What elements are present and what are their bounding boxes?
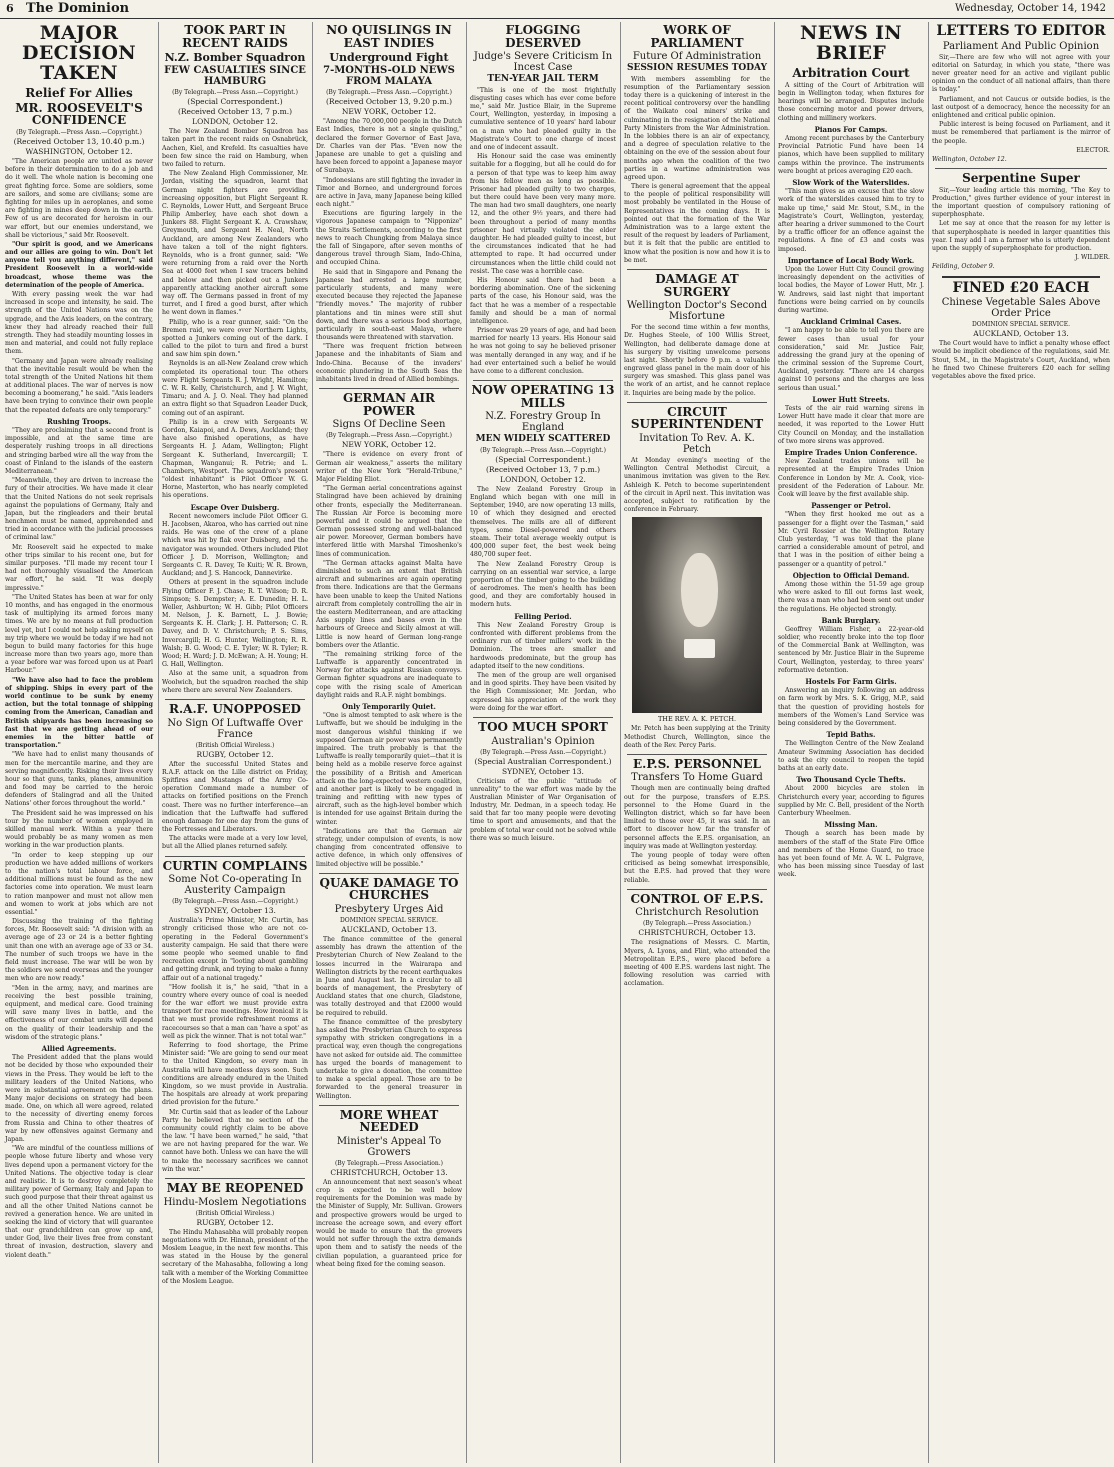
- paragraph: "We are mindful of the countless millions of people whose future liberty and whose very lives depend upon a permanent victory for the United Nations. The objective today is clear and realistic. It is to destroy completely the military power of Germany, Italy and Japan to such good purpose that their threat against us and all the other United Nations cannot be revived a generation hence. We are united in seeking the kind of victory that will guarantee that our grandchildren can grow up and, under God, live their lives free from constant threat of invasion, destruction, slavery and violent death.": [5, 1145, 153, 1259]
- paragraph: His Honour said the case was eminently suitable for a flogging, but all he could do for a person of that type was to keep him away from his fellow men as long as possible. Prisoner had pleaded guilty to two charges, but there could have been very many more. The man had two small daughters, one nearly 12, and the other 9½ years, and there had been throughout a period of many months prisoner had virtually violated the elder daughter. He had pleaded guilty to incest, but the circumstances indicated that he had attempted to rape. It had occurred under circumstances when the little child could not resist. The case was a horrible case.: [470, 153, 616, 275]
- paragraph: The finance committee of the presbytery has asked the Presbyterian Church to express sympathy with stricken congregations in a practical way, even though the congregations have not asked for outside aid. The committee has urged the boards of management to undertake to give a donation, the committee to make a special appeal. Those are to be forwarded to the general treasurer in Wellington.: [316, 1018, 462, 1100]
- paragraph: "I am happy to be able to tell you there are fewer cases than usual for your consideration," said Mr. Justice Fair, addressing the grand jury at the opening of the criminal session of the Supreme Court, Auckland, yesterday. "There are 14 charges against 10 persons and the charges are less serious than usual.": [778, 327, 924, 392]
- headline-flogging-deserved: FLOGGING DESERVED: [505, 23, 581, 50]
- section-head: Rushing Troops.: [46, 416, 111, 426]
- byline: (By Telegraph.—Press Assn.—Copyright.): [326, 432, 452, 440]
- subheadline: Transfers To Home Guard: [631, 772, 763, 784]
- paragraph: The Hindu Mahasabha will probably reopen negotiations with Dr. Hinnah, president of the Moslem League, in the next few months. This was stated in the House by the general secretary of the Mahasabha, following a long talk with a member of the Working Committee of the Moslem League.: [162, 1228, 308, 1285]
- dateline: CHRISTCHURCH, October 13.: [330, 1167, 448, 1177]
- article-body: [5, 158, 153, 1260]
- paragraph: "How foolish it is," he said, "that in a country where every ounce of coal is needed for the war effort we must provide extra transport for race meetings. How ironical it is that we must provide refreshment rooms at racecourses so that a man can 'have a spot' as well as pick the winner. That is not total war.": [162, 983, 308, 1040]
- article-body: [470, 778, 616, 844]
- paragraph: "The remaining striking force of the Luftwaffe is apparently concentrated in Norway for attacks against Russian convoys. German fighter squadrons are inadequate to cope with the rising scale of American daylight raids and R.A.F. night bombings.: [316, 650, 462, 699]
- paragraph: Discussing the training of the fighting forces, Mr. Roosevelt said: "A division with an average age of 23 or 24 is a better fighting unit than one with an average age of 33 or 34. The number of such troops we have in the field must increase. The war will be won by the soldiers we send overseas and the younger men who are now ready.": [5, 918, 153, 983]
- paragraph: Among those within the 51-59 age group who were asked to fill out forms last week, there was a man who had been sent out under the regulations. He objected strongly.: [778, 580, 924, 613]
- paragraph: He said that in Singapore and Penang the Japanese had arrested a large number, particularly students, and many were executed because they rejected the Japanese "friendly moves." The majority of rubber plantations and tin mines were still shut down, and there was a serious food shortage, particularly in south-east Malaya, where thousands were threatened with starvation.: [316, 268, 462, 342]
- headline-no-quislings: NO QUISLINGS IN EAST INDIES: [326, 23, 452, 50]
- byline: (By Telegraph.—Press Assn.—Copyright.): [172, 898, 298, 906]
- headline-too-much-sport: TOO MUCH SPORT: [478, 719, 608, 734]
- headline-recent-raids: TOOK PART IN RECENT RAIDS: [182, 23, 288, 50]
- dateline: NEW YORK, October 12.: [341, 107, 437, 117]
- paragraph: Criticism of the public "attitude of unreality" to the war effort was made by the Australian Minister of War Organisation of Industry, Mr. Dedman, in a speech today. He said that far too many people were devoting time to sport and amusements, and that the problem of total war could not be solved while there was so much leisure.: [470, 777, 617, 842]
- paragraph: Others at present in the squadron include Flying Officer F. J. Chase; R. T. Wilson; D. R. Simpson; S. Dempster; A. E. Dunedin; H. L. Weller, Ashburton; W. H. Gibb; Pilot Officers M. Nelson, J. K. Barnett, L. J. Bowie; Sergeants K. H. Clark; J. H. Patterson; C. R. Davey, and D. V. Christchurch; P. S. Sims, Invercargill; H. G. Hunter, Wellington; R. R. Walsh; B. G. Wood; C. E. Tyler; W. R. Tyler; R. Wood; H. Ward; J. D. McEwan; A. H. Young; H. G. Hall, Wellington.: [162, 579, 308, 669]
- section-head: Auckland Criminal Cases.: [800, 317, 902, 327]
- subheadline: Invitation To Rev. A. K. Petch: [639, 433, 755, 455]
- paragraph: "We have also had to face the problem of shipping. Ships in every part of the world continue to be sunk by enemy action, but the total tonnage of shipping coming from the American, Canadian and British shipyards has been increasing so fast that we are getting ahead of our enemies in the bitter battle of transportation.": [5, 676, 153, 750]
- paragraph: Answering an inquiry following an address on farm work by Mrs. S. K. Grigg, M.P., said that the question of providing hostels for members of the Women's Land Service was being considered by the Government.: [778, 687, 924, 728]
- subheadline: Future Of Administration: [632, 51, 762, 63]
- photo-face: [681, 553, 717, 627]
- divider: [627, 889, 767, 890]
- paragraph: Reynolds is an all-New Zealand crew which completed its operational tour. The others were Flight Sergeants R. J. Wright, Hamilton; C. W. R. Kelly, Christchurch, and J. W. Wight, Timaru; and A. J. O. Neal. They had planned an extra flight so that Squadron Leader Duck, coming out of an aspirant.: [162, 360, 308, 417]
- paragraph: The resignations of Messrs. C. Martin, Myers, A. Lyons, and Flint, who attended the Metropolitan E.P.S., were placed before a meeting of 400 E.P.S. wardens last night. The following resolution was carried with acclamation.: [624, 939, 770, 988]
- headline-may-be-reopened: MAY BE REOPENED: [166, 1181, 304, 1196]
- article-body: [162, 1229, 308, 1286]
- paragraph: The President added that the plans would not be decided by those who expounded their views in the Press. They would be left to the military leaders of the United Nations, who were in substantial agreement on the plans. Many major decisions on strategy had been made. One, on which all were agreed, related to the necessity of diverting enemy forces from Russia and China to other theatres of war by new offensives against Germany and Japan.: [5, 1054, 153, 1144]
- letter-signature: ELECTOR.: [1076, 146, 1110, 154]
- subheadline: Arbitration Court: [792, 65, 910, 80]
- section-head: Importance of Local Body Work.: [787, 255, 915, 265]
- subheadline: Minister's Appeal To Growers: [336, 1135, 442, 1158]
- paragraph: After the successful United States and R.A.F. attack on the Lille district on Friday, Spitfires and Mustangs of the Army Co-operation Command made a number of attacks on fortified positions on the French coast. There was no further interference—an indication that the Luftwaffe had suffered enough damage for one day from the guns of the Fortresses and Liberators.: [162, 760, 308, 834]
- headline-raf-unopposed: R.A.F. UNOPPOSED: [169, 701, 301, 716]
- byline: (By Telegraph.—Press Assn.—Copyright.): [172, 89, 298, 97]
- section-head: Escape Over Duisberg.: [190, 502, 280, 512]
- newspaper-name: The Dominion: [26, 1, 130, 16]
- article-body: [316, 936, 462, 1101]
- paragraph: About 2000 bicycles are stolen in Christchurch every year, according to figures supplied by Mr. C. Bell, president of the North Canterbury Wheelmen.: [778, 785, 924, 817]
- paragraph: Philip is in a crew with Sergeants W. Gordon, Kaiapoi, and A. Dews, Auckland; they have also finished operations, as have Sergeants H. J. Adam, Wellington; Flight Sergeant K. Sutherland, Invercargill; T. Chapman, Wanganui; R. Petrie; and L. Chambers, Westport. The squadron's present "oldest inhabitant" is Pilot Officer W. G. Horne, Masterton, who has nearly completed his operations.: [162, 418, 308, 500]
- divider: [473, 380, 613, 381]
- paragraph: "Indonesians are still fighting the invader in Timor and Borneo, and underground forces are active in Java, many Japanese being killed each night.": [316, 176, 462, 209]
- received-time: (Received October 13, 9.20 p.m.): [326, 97, 452, 107]
- section-head: Slow Work of the Waterslides.: [792, 177, 910, 187]
- paragraph: "This man gives as an excuse that the slow work of the waterslides caused him to try to make up time," said Mr. Stout, S.M., in the Magistrate's Court, Wellington, yesterday, after hearing a driver summoned to the Court by a traffic officer for an offence against the regulations. A fine of £3 and costs was imposed.: [778, 188, 924, 253]
- article-body: [932, 340, 1110, 381]
- dateline: NEW YORK, October 12.: [341, 440, 437, 450]
- article-body: [624, 76, 770, 265]
- subheadline-malaya: 7-MONTHS-OLD NEWS FROM MALAYA: [323, 65, 455, 87]
- divider: [319, 873, 459, 874]
- paragraph: Recent newcomers include Pilot Officer G. H. Jacobsen, Akaroa, who has carried out nine raids. He was one of the crew of a plane which was hit by flak over Duisberg, and the navigator was wounded. Others included Pilot Officer J. D. Morrison, Wellington; and Sergeants C. R. Davey, Te Kuiti; W. R. Brown, Auckland; and J. S. Hancock, Dannevirke.: [162, 512, 308, 578]
- subheadline: N.Z. Bomber Squadron: [164, 51, 306, 65]
- paragraph: Referring to food shortage, the Prime Minister said: "We are going to send our meat to the United Kingdom, so every man in Australia will have meatless days soon. Such conditions are already endured in the United Kingdom, so we must provide in Australia. The hospitals are already at work preparing dried provision for the future.": [162, 1042, 308, 1107]
- divider: [319, 1105, 459, 1106]
- section-head: Allied Agreements.: [41, 1043, 117, 1053]
- paragraph: The Court would have to inflict a penalty whose effect would be implicit obedience of the regulations, said Mr. Stout, S.M., in the Magistrate's Court, Auckland, when he fined two Chinese fruiterers £20 each for selling vegetables above the fixed price.: [932, 340, 1110, 381]
- paragraph: Mr. Curtin said that as leader of the Labour Party he believed that no section of the community could rightly claim to be above the law. "I have been warned," he said, "that we are not having prepared for the war. We cannot have both. Unless we can have the will to make the necessary sacrifices we cannot win the war.": [162, 1108, 308, 1173]
- paragraph: "Our spirit is good, and we Americans and our allies are going to win. Don't let anyone tell you anything different," said President Roosevelt in a world-wide broadcast, whose theme was the determination of the people of America.: [5, 240, 153, 289]
- portrait-photo: [632, 517, 762, 713]
- paragraph: With members assembling for the resumption of the Parliamentary session today there is a quickening of interest in the recent political controversy over the handling of the Waikato coal miners' strike and culminating in the resignation of the National Party Ministers from the War Administration. In the lobbies there is an air of expectancy, and a degree of speculation relative to the obtaining on the eve of the session about four months ago when the coalition of the two parties in a wartime administration was agreed upon.: [624, 75, 770, 181]
- paragraph: Though a search has been made by members of the staff of the State Fire Office and members of the Home Guard, no trace has yet been found of Mr. A. W. L. Palgrave, who has been missing since Tuesday of last week.: [778, 830, 924, 879]
- headline-major-decision: MAJOR DECISION TAKEN: [22, 22, 136, 84]
- headline-serpentine-super: Serpentine Super: [962, 171, 1080, 186]
- article-body: [624, 324, 770, 398]
- paragraph: "Among the 70,000,000 people in the Dutch East Indies, there is not a single quisling," declared the former Governor of East Java, Dr. Charles van der Plas. "Even now the Japanese are unable to get a quisling and have been forced to appoint a Japanese mayor of Surabaya.: [316, 118, 462, 175]
- paragraph: "We have had to enlist many thousands of men for the mercantile marine, and they are serving magnificently. Risking their lives every hour so that guns, tanks, planes, ammunition and food may be carried to the heroic defenders of Stalingrad and all the United Nations' other forces throughout the world.": [5, 751, 153, 808]
- subheadline: Judge's Severe Criticism In Incest Case: [473, 51, 613, 74]
- paragraph: Prisoner was 29 years of age, and had been married for nearly 13 years. His Honour said he was not going to say he believed prisoner was mentally deranged in any way, and if he had ever entertained such a belief he would have come to a different conclusion.: [470, 327, 616, 375]
- column-6: [620, 22, 773, 1463]
- subheadline-relief: Relief For Allies: [25, 85, 133, 100]
- article-body: [162, 917, 308, 1174]
- column-4: [312, 22, 465, 1463]
- article-body: [316, 118, 462, 384]
- paragraph: The Wellington Centre of the New Zealand Amateur Swimming Association has decided to ask the city council to reopen the tepid baths at an early date.: [778, 740, 924, 773]
- article-body: [624, 457, 770, 514]
- section-head: Missing Man.: [824, 820, 878, 830]
- column-1: [2, 22, 156, 1463]
- subheadline: Signs Of Decline Seen: [332, 419, 446, 431]
- article-body: [316, 451, 462, 868]
- subheadline: Wellington Doctor's Second Misfortune: [626, 300, 768, 323]
- dateline: WASHINGTON, October 12.: [25, 147, 133, 156]
- paragraph: Mr. Petch has been supplying at the Trinity Methodist Church, Wellington, since the death of the Rev. Percy Paris.: [624, 725, 770, 749]
- paragraph: At Monday evening's meeting of the Wellington Central Methodist Circuit, a unanimous invitation was given to the Rev. Ashleigh K. Petch to become superintendent of the circuit in April next. This invitation was accepted, subject to ratification by the conference in February.: [624, 457, 770, 514]
- photo-caption: THE REV. A. K. PETCH.: [657, 715, 737, 724]
- paragraph: Geoffrey William Fisher, a 22-year-old soldier, who recently broke into the top floor of the Commercial Bank at Wellington, was sentenced by Mr. Justice Blair in the Supreme Court, Wellington, yesterday, to three years' reformative detention.: [778, 625, 924, 674]
- received-time: (Received October 13, 10.40 p.m.): [13, 137, 145, 146]
- paragraph: The New Zealand Bomber Squadron has taken part in the recent raids on Osnabrück, Aachen, Kiel, and Krefeld. Its casualties have been few since the raid on Hamburg, when two failed to return.: [162, 128, 308, 168]
- dateline: SYDNEY, October 13.: [502, 766, 584, 776]
- paragraph: "Indications are that the German air strategy, under compulsion of events, is now changing from concentrated offensive to active defence, in which only offensives of limited objective will be possible.": [316, 827, 462, 868]
- dateline: RUGBY, October 12.: [196, 1217, 274, 1227]
- headline-fined-20: FINED £20 EACH: [952, 279, 1090, 296]
- section-head: Pianos For Camps.: [814, 124, 888, 134]
- article-body: [624, 785, 770, 884]
- paragraph: The finance committee of the general assembly has drawn the attention of the Presbyterian Church of New Zealand to the losses incurred in the Wairarapa and Wellington districts by the recent earthquakes in June and August last. In a circular to all boards of management, the Presbytery of Auckland states that one church, Gladstone, was totally destroyed and that £2000 would be required to rebuild.: [316, 935, 462, 1017]
- dateline: AUCKLAND, October 13.: [973, 329, 1069, 339]
- page-number: 6: [6, 2, 14, 15]
- paragraph: "The American people are united as never before in their determination to do a job and do it well. The whole nation is becoming one great fighting force. Some are soldiers, some are sailors, and some are civilians; some are fighting for miles up in aeroplanes, and some are fighting in mines deep down in the earth. Few of us are decorated for heroism in our war effort, but our enemies understand, we shall be victorious," said Mr. Roosevelt.: [5, 158, 153, 239]
- headline-more-wheat: MORE WHEAT NEEDED: [339, 1107, 439, 1135]
- byline: (By Telegraph.—Press Assn.—Copyright.): [480, 748, 606, 756]
- paragraph: "The German attacks against Malta have diminished to such an extent that British aircraft and submarines are again operating from there. Indications are that the Germans have been unable to keep the United Nations aircraft from completely controlling the air in the eastern Mediterranean, and are attacking Axis supply lines and bases even in the harbours of Greece and Sicily almost at will. Little is now heard of German long-range bombers over the Atlantic.: [316, 559, 462, 649]
- paragraph: "In order to keep stepping up our production we have added millions of workers to the nation's total labour force, and additional millions must be found as the new factories come into operation. We must learn to ration manpower and must not allow men and women to work at jobs which are not essential.": [5, 851, 153, 916]
- article-body: [470, 486, 616, 713]
- paragraph: "There was frequent friction between Japanese and the inhabitants of Siam and Indo-China. Because of the invaders' economic plundering in the South Seas the inhabitants lived in dread of Allied bombings.: [316, 343, 462, 383]
- paragraph: For the second time within a few months, Dr. Hughes Steele, of 100 Willis Street, Wellington, had deliberate damage done at his surgery by visiting unwelcome persons last night. Shortly before 9 p.m. a valuable engraved glass panel in the main door of his surgery was smashed. This glass panel was the work of an artist, and he cannot replace it. Inquiries are being made by the police.: [624, 324, 770, 397]
- paragraph: "There is evidence on every front of German air weakness," asserts the military writer of the New York "Herald-Tribune," Major Fielding Eliot.: [316, 451, 462, 483]
- byline: (By Telegraph.—Press Association.): [334, 1159, 444, 1167]
- paragraph: Let me say at once that the reason for my letter is that superphosphate is needed in larger quantities this year. I may add I am a farmer who is utterly dependent upon the supply of superphosphate for production.: [932, 220, 1110, 253]
- subheadline: Chinese Vegetable Sales Above Order Price: [941, 297, 1101, 320]
- paragraph: The President said he was impressed on his tour by the number of women employed in skilled manual work. Within a year there would probably be as many women as men working in the war production plants.: [5, 809, 153, 850]
- headline-control-eps: CONTROL OF E.P.S.: [630, 891, 764, 906]
- subheadline-jail-term: TEN-YEAR JAIL TERM: [487, 74, 599, 85]
- dateline: AUCKLAND, October 13.: [341, 924, 437, 934]
- headline-circuit-superintendent: CIRCUIT SUPERINTENDENT: [630, 404, 764, 432]
- divider: [165, 699, 305, 700]
- section-head: Passenger or Petrol.: [811, 501, 891, 511]
- subheadline: Hindu-Moslem Negotiations: [163, 1196, 307, 1208]
- subheadline: Underground Fight: [329, 51, 449, 65]
- dateline: LONDON, October 12.: [192, 117, 278, 127]
- paragraph: The New Zealand High Commissioner, Mr. Jordan, visiting the squadron, learnt that German night fighters are providing increasing opposition, but Flight Sergeant R. C. Reynolds, Lower Hutt, and Sergeant Bruce Philip Amberley, have each shot down a Junkers 88. Flight Sergeant K. A. Crawshaw, Greymouth, and Sergeant H. Neal, North Auckland, are among New Zealanders who have taken a toll of the night fighters. Reynolds, who is a front gunner, said: "We were returning from a raid over the North Sea at 4000 feet when I saw tracers behind and below and then picked out a Junkers apparently attacking another aircraft some way off. The Germans passed in front of my turret, and I fired a good burst, after which he went down in flames.": [162, 170, 308, 317]
- article-body: [624, 939, 770, 988]
- divider: [165, 856, 305, 857]
- paragraph: Executions are figuring largely in the vigorous Japanese campaign to "Nipponize" the Straits Settlements, according to the first news to reach Chungking from Malaya since the fall of Singapore, after seven months of dangerous travel through Siam, Indo-China, and occupied China.: [316, 210, 462, 267]
- letter-signature: J. WILDER.: [1075, 254, 1110, 262]
- subheadline-casualties: FEW CASUALTIES SINCE HAMBURG: [164, 65, 306, 87]
- subheadline: Some Not Co-operating In Austerity Campaign: [168, 874, 302, 897]
- divider: [473, 717, 613, 718]
- headline-eps-personnel: E.P.S. PERSONNEL: [633, 756, 761, 771]
- section-head: Two Thousand Cycle Thefts.: [796, 775, 906, 785]
- subheadline: Presbytery Urges Aid: [334, 903, 444, 915]
- paragraph: "Men in the army, navy, and marines are receiving the best possible training, equipment, and medical care. Good training will save many lives in battle, and the effectiveness of our combat units will depend on the quality of their leadership and the wisdom of the strategic plans.": [5, 984, 153, 1041]
- section-head: Bank Burglary.: [821, 615, 881, 625]
- paragraph: "When they first hooked me out as a passenger for a flight over the Tasman," said Mr. Cyril Rossier at the Wellington Rotary Club yesterday, "I was told that the plane carried a considerable amount of petrol, and that I was in the position of either being a passenger or a quantity of petrol.": [778, 511, 924, 568]
- article-body: [624, 725, 770, 750]
- paragraph: "The United States has been at war for only 10 months, and has engaged in the enormous task of multiplying its armed forces many times. We are by no means at full production level yet, but I could not help asking myself on my trip where we would be today if we had not begun to build many factories for this huge increase more than two years ago, more than a year before war was forced upon us at Pearl Harbour.": [5, 593, 153, 675]
- subheadline: Christchurch Resolution: [635, 907, 759, 919]
- article-body: [162, 761, 308, 852]
- paragraph: There is general agreement that the appeal to the people of political responsibility will most probably be ventilated in the House of Representatives in the coming days. It is pointed out that the formation of the War Administration was to a large extent the result of the request by leaders of Parliament, but it is felt that the public are entitled to know what the position is now and how it is to be met.: [624, 183, 770, 264]
- paragraph: "Germany and Japan were already realising that the inevitable result would be when the total strength of the United Nations hit them at additional places. The war of nerves is now becoming a boomerang," he said. "Axis leaders have been trying to convince their own people that the repeated defeats are only temporary.": [5, 357, 153, 414]
- byline: (By Telegraph.—Press Association.): [642, 920, 752, 928]
- dateline: SYDNEY, October 13.: [194, 906, 276, 916]
- headline-quake-damage: QUAKE DAMAGE TO CHURCHES: [319, 875, 459, 903]
- paragraph: Sir,—There are few who will not agree with your editorial on Saturday, in which you state, "there was never greater need for an active and vigilant public opinion on the conduct of all national affairs, than there is today.": [932, 53, 1110, 94]
- received-time: (Received October 13, 7 p.m.): [177, 107, 293, 117]
- dateline: RUGBY, October 12.: [196, 749, 274, 759]
- byline: (By Telegraph.—Press Assn.—Copyright.): [480, 446, 606, 454]
- headline-damage-surgery: DAMAGE AT SURGERY: [655, 271, 739, 299]
- subheadline: Australian's Opinion: [491, 735, 595, 747]
- article-body: [932, 54, 1110, 164]
- subheadline: N.Z. Forestry Group In England: [485, 411, 601, 434]
- section-head: Objection to Official Demand.: [792, 570, 910, 580]
- letters-column: [928, 22, 1113, 1463]
- paragraph: His Honour said there had been a bordering abomination. One of the sickening parts of the case, his Honour said, was the fact that he was a member of a respectable family and should be a man of normal intelligence.: [470, 276, 616, 325]
- paragraph: Also at the same unit, a squadron from Woolwich, but the squadron reached the ship where there are several New Zealanders.: [162, 670, 308, 694]
- divider: [627, 269, 767, 270]
- received-time: (Received October 13, 7 p.m.): [485, 464, 601, 474]
- divider: [627, 402, 767, 403]
- received-time: (Special Correspondent.): [495, 454, 591, 464]
- column-5: [466, 22, 619, 1463]
- paragraph: Tests of the air raid warning sirens in Lower Hutt have made it clear that more are needed, it was reported to the Lower Hutt City Council on Monday, and the installation of two more sirens was approved.: [778, 405, 924, 445]
- subheadline-scattered: MEN WIDELY SCATTERED: [475, 434, 611, 445]
- letter-place: Wellington, October 12.: [932, 155, 1007, 163]
- paragraph: New Zealand trades unions will be represented at the Empire Trades Union Conference in London by Mr. A. Cook, vice-president of the Federation of Labour. Mr. Cook will leave by the first available ship.: [778, 458, 924, 498]
- divider: [165, 1178, 305, 1179]
- paragraph: This New Zealand Forestry Group is confronted with different problems from the ordinary run of timber millers' work in the Dominion. The trees are smaller and hardwoods predominate, but the group has adapted itself to the new conditions.: [470, 621, 616, 670]
- paragraph: "This is one of the most frightfully disgusting cases which has ever come before me," said Mr. Justice Blair, in the Supreme Court, Wellington, yesterday, in imposing a cumulative sentence of 10 years' hard labour on a man who had pleaded guilty in the Magistrate's Court to one charge of incest and one of indecent assault.: [470, 86, 616, 151]
- section-head: Only Temporarily Quiet.: [342, 702, 436, 711]
- paragraph: Though men are continually being drafted out for the purpose, transfers of E.P.S. personnel to the Home Guard in the Wellington district, which so far have been limited to those over 45, it was said. In an effort to discover how far the transfer of personnel affects the E.P.S. organisation, an inquiry was made at Wellington yesterday.: [624, 785, 770, 850]
- divider: [942, 276, 1100, 278]
- article-body: [162, 128, 308, 695]
- paragraph: The young people of today were often criticised as being somewhat irresponsible, but the E.P.S. had proved that they were reliable.: [624, 851, 770, 884]
- section-head: Tepid Baths.: [826, 730, 876, 740]
- paragraph: Philip, who is a rear gunner, said: "On the Bremen raid, we were over Northern Lights, spotted a Junkers coming out of the dark. I called to the pilot to turn and fired a burst and saw him spin down.": [162, 318, 308, 359]
- section-head: Lower Hutt Streets.: [812, 394, 890, 404]
- article-body: [470, 87, 616, 377]
- paragraph: Among recent purchases by the Canterbury Provincial Patriotic Fund have been 14 pianos, which have been supplied to military camps within the province. The instruments were bought at prices averaging £20 each.: [778, 135, 924, 175]
- paragraph: "Meanwhile, they are driven to increase the fury of their atrocities. We have made it clear that the United Nations do not seek reprisals against the populations of Germany, Italy and Japan, but the ringleaders and their brutal henchmen must be named, apprehended and tried in accordance with the judicial processes of criminal law.": [5, 477, 153, 542]
- paragraph: With every passing week the war had increased in scope and intensity, he said. The strength of the United Nations was on the upgrade, and the Axis leaders, on the contrary, knew they had already reached their full strength. They had steadily mounting losses in men and material, and could not fully replace them.: [5, 291, 153, 356]
- paragraph: A sitting of the Court of Arbitration will begin in Wellington today, when fixtures for hearings will be arranged. Disputes include those concerning motor and power drivers, clothing and millinery workers.: [778, 81, 924, 122]
- dateline: LONDON, October 12.: [500, 474, 586, 484]
- photo-collar: [684, 639, 715, 659]
- byline: DOMINION SPECIAL SERVICE.: [339, 916, 439, 924]
- article-body: [932, 187, 1110, 272]
- paragraph: "One is almost tempted to ask where is the Luftwaffe, but we should be indulging in the most dangerous wishful thinking if we supposed German air power was permanently impaired. The truth probably is that the Luftwaffe is really temporarily quiet—that it is being held as a mobile reserve force against the possibility of a British and American attack on the long-expected western coalition, and another part is likely to be engaged in training and refitting with new types of aircraft, such as the high-level bomber which is intended for use against Britain during the winter.: [316, 712, 462, 826]
- headline-work-parliament: WORK OF PARLIAMENT: [650, 23, 744, 50]
- paragraph: Mr. Roosevelt said he expected to make other trips similar to his recent one, but for similar purposes. "I'll made my recent tour I had not thoroughly visualised the American war effort," he said. "It was deeply impressive.": [5, 543, 153, 592]
- byline: (By Telegraph.—Press Assn.—Copyright.): [326, 89, 452, 97]
- headline-curtin-complains: CURTIN COMPLAINS: [162, 858, 308, 873]
- byline: (By Telegraph.—Press Assn.—Copyright.): [16, 129, 142, 136]
- byline: DOMINION SPECIAL SERVICE.: [971, 321, 1071, 329]
- paragraph: "The German aerial concentrations against Stalingrad have been achieved by draining other fronts, especially the Mediterranean. The Russian Air Force is becoming more powerful and it could be argued that the German possessed strong and well-balanced air power. Moreover, German bombers have interfered little with Marshal Timoshenko's lines of communication.: [316, 485, 462, 558]
- divider: [627, 754, 767, 755]
- subheadline: No Sign Of Luftwaffe Over France: [167, 717, 303, 740]
- byline: (British Official Wireless.): [195, 1209, 275, 1217]
- letter-place: Feilding, October 9.: [932, 263, 995, 271]
- article-body: [778, 82, 924, 880]
- column-7: [774, 22, 927, 1463]
- section-head: Hostels For Farm Girls.: [805, 677, 897, 687]
- paragraph: The attacks were made at a very low level, but all the Allied planes returned safely.: [162, 835, 308, 851]
- received-time: (Special Australian Correspondent.): [474, 756, 612, 766]
- paragraph: The men of the group are well organised and in good spirits. They have been visited by the High Commissioner, Mr. Jordan, who expressed his appreciation of the work they were doing for the war effort.: [470, 671, 616, 712]
- byline: (British Official Wireless.): [195, 741, 275, 749]
- paragraph: Australia's Prime Minister, Mr. Curtin, has strongly criticised those who are not co-operating in the Federal Government's austerity campaign. He said that there were some people who seemed unable to find recreation except in "looting about gambling and getting drunk, and trying to make a funny affair out of a national tragedy.": [162, 917, 308, 982]
- paragraph: "They are proclaiming that a second front is impossible, and at the same time are desperately rushing troops in all directions and stringing barbed wire all the way from the coast of Finland to the islands of the eastern Mediterranean.": [5, 427, 153, 475]
- paragraph: Public interest is being focused on Parliament, and it must be remembered that parliament is the mirror of the people.: [932, 121, 1110, 145]
- section-head: Empire Trades Union Conference.: [784, 447, 918, 457]
- article-body: [316, 1179, 462, 1269]
- divider: [319, 388, 459, 389]
- subheadline: Parliament And Public Opinion: [942, 40, 1100, 52]
- dateline: CHRISTCHURCH, October 13.: [638, 928, 756, 938]
- section-head: Felling Period.: [514, 611, 572, 621]
- received-time: (Special Correspondent.): [187, 97, 283, 107]
- paragraph: An announcement that next season's wheat crop is expected to be well below requirements for the Dominion was made by the Minister of Supply, Mr. Sullivan. Growers and prospective growers would be urged to increase the acreage sown, and every effort would be made to ensure that the growers would not suffer through the extra demands upon them and to satisfy the needs of the civilian population, a guaranteed price for wheat being fixed for the coming season.: [316, 1178, 462, 1268]
- paragraph: Parliament, and not Caucus or outside bodies, is the last outpost of a democracy, hence the necessity for an enlightened and critical public opinion.: [932, 95, 1110, 119]
- headline-13-mills: NOW OPERATING 13 MILLS: [471, 383, 615, 410]
- paragraph: The New Zealand Forestry Group in England which began with one mill in September, 1940, are now operating 13 mills, 10 of which they designed and erected themselves. The mills are all of different types, some Diesel-powered and others steam. Their total average weekly output is 400,000 super feet, the best week being 480,700 super feet.: [470, 485, 616, 559]
- headline-news-in-brief: NEWS IN BRIEF: [800, 22, 902, 64]
- subheadline-roosevelt: MR. ROOSEVELT'S CONFIDENCE: [15, 100, 143, 128]
- divider: [935, 168, 1107, 169]
- masthead: [0, 0, 1114, 19]
- issue-date: Wednesday, October 14, 1942: [955, 3, 1106, 14]
- column-3: [158, 22, 311, 1463]
- paragraph: Sir,—Your leading article this morning, "The Key to Production," gives further evidence of your interest in the important question of compulsory rationing of superphosphate.: [932, 186, 1110, 219]
- headline-german-air-power: GERMAN AIR POWER: [342, 391, 435, 418]
- paragraph: Upon the Lower Hutt City Council growing increasingly dependent on the activities of local bodies, the Mayor of Lower Hutt, Mr. J. W. Andrews, said last night that important functions were being carried on by councils during wartime.: [778, 265, 924, 314]
- headline-letters-editor: LETTERS TO EDITOR: [936, 23, 1106, 39]
- paragraph: The New Zealand Forestry Group is carrying on an essential war service, a large proportion of the timber going to the building of aerodromes. The men's health has been good, and they are comfortably housed in modern huts.: [470, 560, 616, 609]
- subheadline-session: SESSION RESUMES TODAY: [626, 63, 767, 74]
